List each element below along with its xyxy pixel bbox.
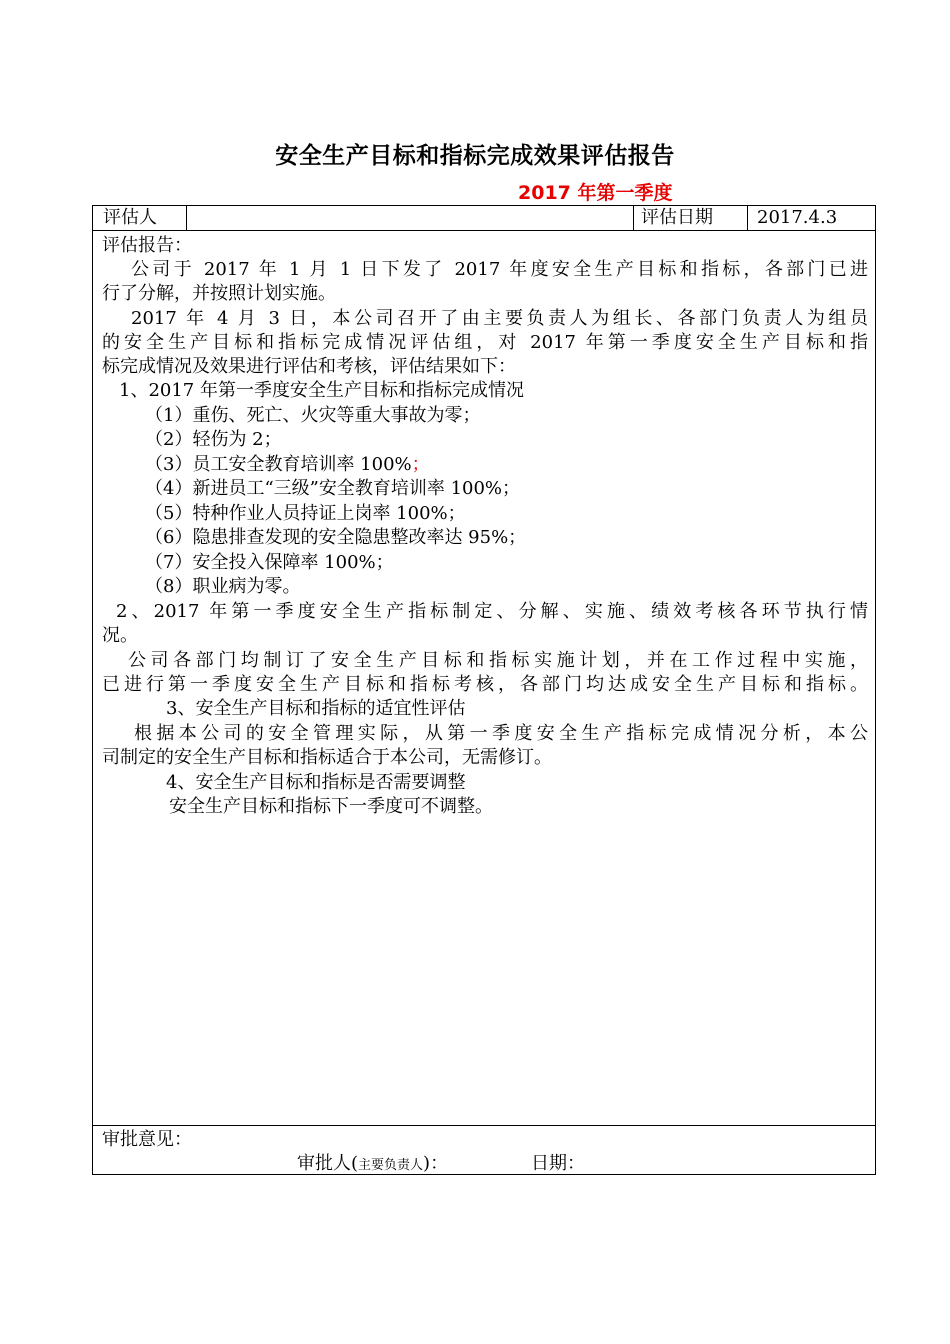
approval-date-field: 日期：: [531, 1153, 585, 1174]
list-item: （2）轻伤为 2；: [145, 429, 282, 450]
list-item: （1）重伤、死亡、火灾等重大事故为零；: [145, 405, 481, 426]
evaluator-label: 评估人: [103, 207, 157, 228]
report-body: [102, 233, 868, 1123]
cell-divider: [747, 205, 748, 231]
paragraph-line: 2017 年 4 月 3 日，本公司召开了由主要负责人为组长、各部门负责人为组员: [131, 308, 868, 329]
paragraph-line: 的安全生产目标和指标完成情况评估组，对 2017 年第一季度安全生产目标和指: [102, 332, 868, 353]
list-item: （3）员工安全教育培训率 100%；: [145, 454, 430, 475]
section-heading: 3、安全生产目标和指标的适宜性评估: [166, 698, 466, 719]
paragraph-line: 根据本公司的安全管理实际，从第一季度安全生产指标完成情况分析，本公: [134, 723, 868, 744]
paragraph-line: 行了分解，并按照计划实施。: [102, 283, 336, 304]
section-heading: 1、2017 年第一季度安全生产目标和指标完成情况: [119, 380, 524, 401]
approval-heading: 审批意见：: [102, 1129, 192, 1150]
report-heading: 评估报告：: [102, 235, 192, 256]
list-item: （5）特种作业人员持证上岗率 100%；: [145, 503, 466, 524]
section-heading: 2、2017 年第一季度安全生产指标制定、分解、实施、绩效考核各环节执行情: [116, 601, 868, 622]
paragraph-line: 公司各部门均制订了安全生产目标和指标实施计划，并在工作过程中实施，: [128, 650, 868, 671]
paragraph-line: 司制定的安全生产目标和指标适合于本公司，无需修订。: [102, 747, 552, 768]
approver-field: 审批人(主要负责人)：: [297, 1153, 449, 1174]
section-heading: 况。: [102, 625, 138, 646]
paragraph-line: 安全生产目标和指标下一季度可不调整。: [169, 796, 493, 817]
document-title: 安全生产目标和指标完成效果评估报告: [275, 143, 675, 169]
list-item: （7）安全投入保障率 100%；: [145, 552, 394, 573]
paragraph-line: 已进行第一季度安全生产目标和指标考核，各部门均达成安全生产目标和指标。: [102, 674, 868, 695]
list-item: （8）职业病为零。: [145, 576, 301, 597]
cell-divider: [186, 205, 187, 231]
evaluation-date-value: 2017.4.3: [757, 207, 838, 228]
paragraph-line: 标完成情况及效果进行评估和考核，评估结果如下：: [102, 356, 516, 377]
cell-divider: [633, 205, 634, 231]
paragraph-line: 公司于 2017 年 1 月 1 日下发了 2017 年度安全生产目标和指标，各部门已进: [131, 259, 868, 280]
list-item: （6）隐患排查发现的安全隐患整改率达 95%；: [145, 527, 527, 548]
list-item: （4）新进员工“三级”安全教育培训率 100%；: [145, 478, 521, 499]
evaluation-date-label: 评估日期: [641, 207, 713, 228]
section-heading: 4、安全生产目标和指标是否需要调整: [166, 772, 466, 793]
row-divider: [92, 230, 876, 231]
row-divider: [92, 1125, 876, 1126]
document-subtitle: 2017 年第一季度: [518, 182, 673, 204]
